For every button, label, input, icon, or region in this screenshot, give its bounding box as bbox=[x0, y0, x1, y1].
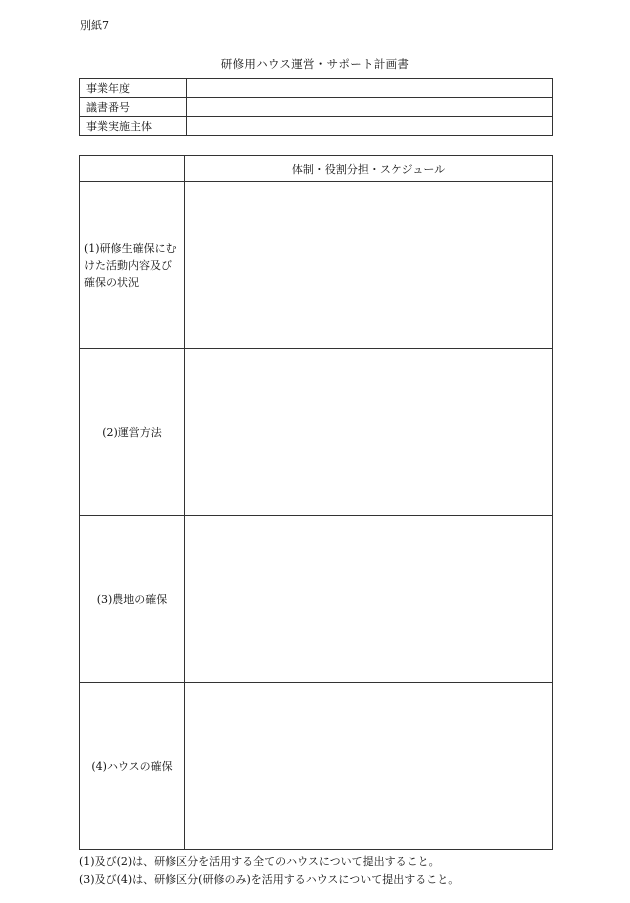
footnote-2: (3)及び(4)は、研修区分(研修のみ)を活用するハウスについて提出すること。 bbox=[79, 873, 460, 886]
section-content-trainee-recruitment[interactable] bbox=[185, 182, 553, 349]
section-label-text: (1)研修生確保にむけた活動内容及び確保の状況 bbox=[84, 241, 177, 289]
info-table bbox=[79, 78, 553, 136]
plan-section-greenhouse bbox=[80, 683, 553, 850]
info-row-document-number bbox=[80, 98, 553, 117]
plan-table bbox=[79, 155, 553, 850]
plan-header-row bbox=[80, 156, 553, 182]
page-title: 研修用ハウス運営・サポート計画書 bbox=[220, 57, 410, 71]
footnote-1: (1)及び(2)は、研修区分を活用する全てのハウスについて提出すること。 bbox=[79, 855, 440, 868]
info-value-fiscal-year[interactable] bbox=[187, 79, 553, 98]
info-row-fiscal-year bbox=[80, 79, 553, 98]
section-content-operation-method[interactable] bbox=[185, 349, 553, 516]
info-row-implementing-entity bbox=[80, 117, 553, 136]
plan-column-header: 体制・役割分担・スケジュール bbox=[185, 156, 553, 182]
plan-header-blank bbox=[80, 156, 185, 182]
section-label-operation-method: (2)運営方法 bbox=[80, 349, 185, 516]
footnotes bbox=[79, 853, 459, 889]
plan-section-farmland bbox=[80, 516, 553, 683]
info-label-document-number: 議書番号 bbox=[80, 98, 187, 117]
info-value-document-number[interactable] bbox=[187, 98, 553, 117]
info-label-fiscal-year: 事業年度 bbox=[80, 79, 187, 98]
section-content-farmland[interactable] bbox=[185, 516, 553, 683]
section-content-greenhouse[interactable] bbox=[185, 683, 553, 850]
info-label-implementing-entity: 事業実施主体 bbox=[80, 117, 187, 136]
annex-label: 別紙7 bbox=[80, 19, 109, 32]
section-label-greenhouse: (4)ハウスの確保 bbox=[80, 683, 185, 850]
plan-section-trainee-recruitment bbox=[80, 182, 553, 349]
info-value-implementing-entity[interactable] bbox=[187, 117, 553, 136]
section-label-trainee-recruitment bbox=[80, 182, 185, 349]
plan-section-operation-method bbox=[80, 349, 553, 516]
section-label-farmland: (3)農地の確保 bbox=[80, 516, 185, 683]
